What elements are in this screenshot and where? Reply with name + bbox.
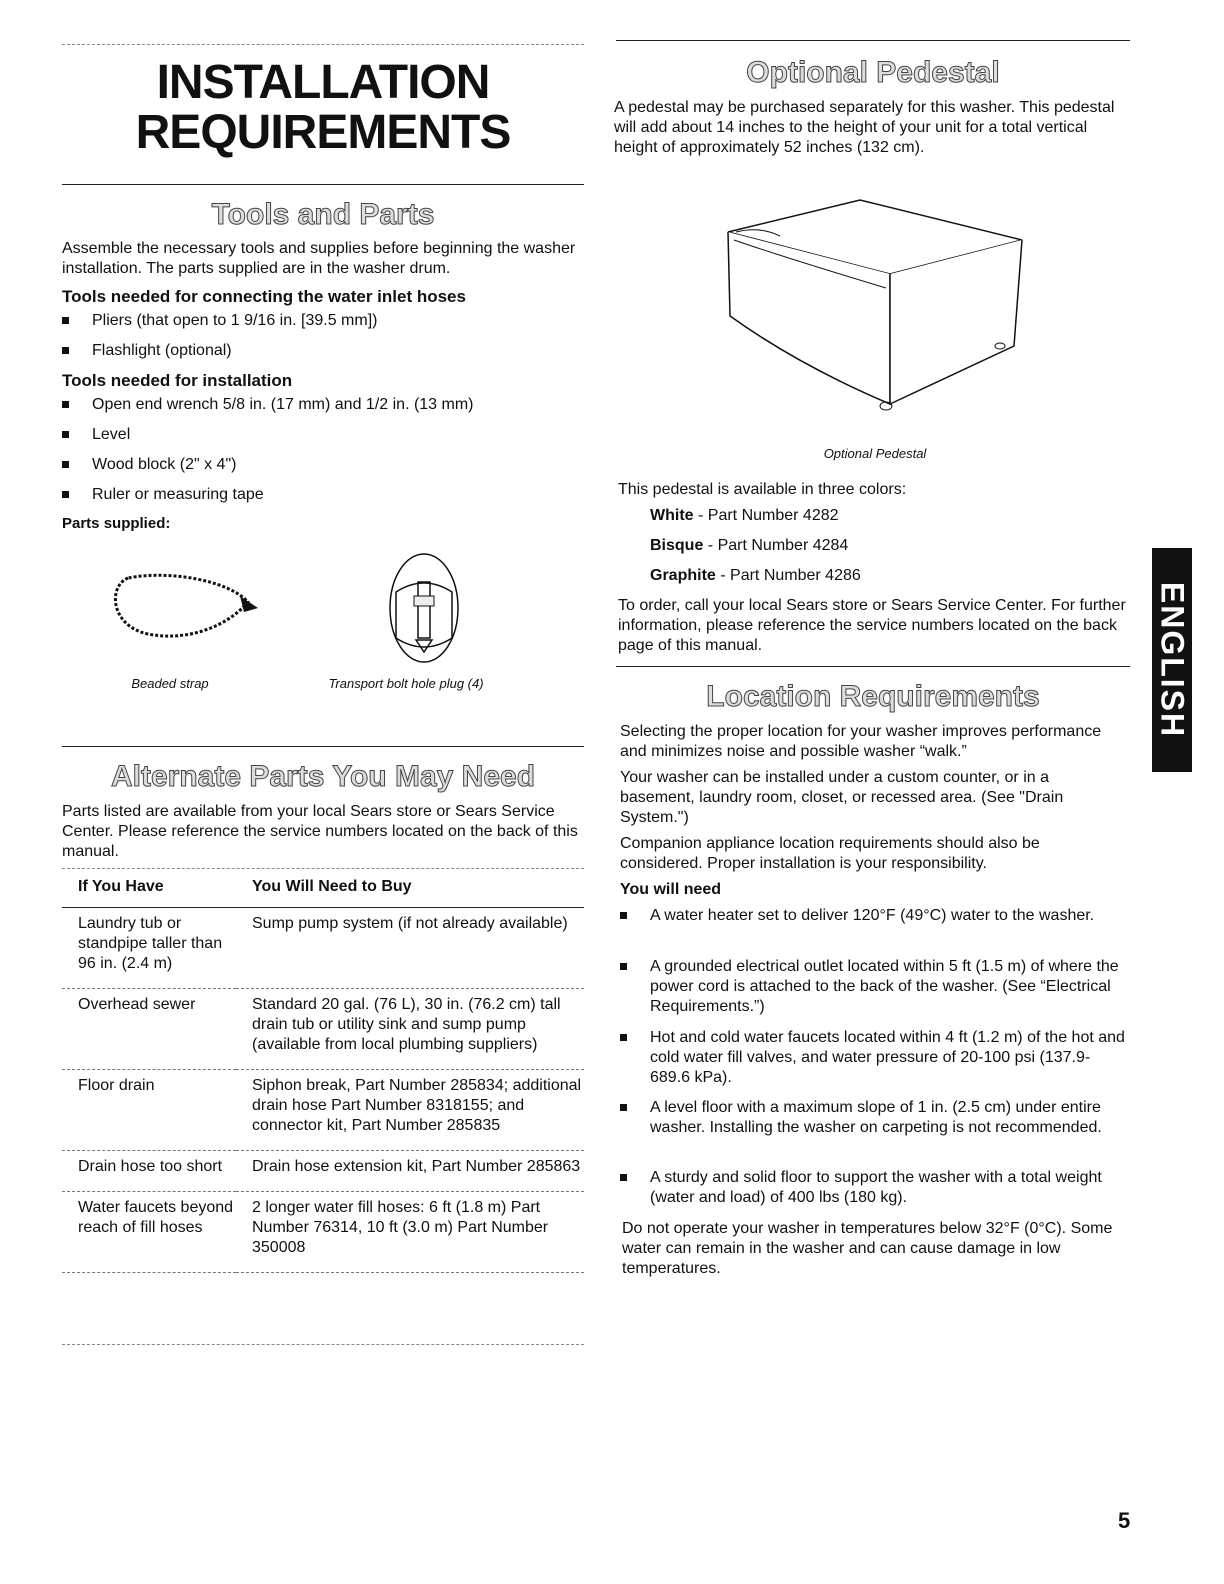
table-cell-buy: Drain hose extension kit, Part Number 285863: [236, 1151, 584, 1192]
alternate-intro: Parts listed are available from your local Sears store or Sears Service Center. Please reference the service numbers located on the back of this manual.: [62, 803, 578, 860]
table-row: [62, 1151, 584, 1192]
table-cell-have: Drain hose too short: [62, 1151, 236, 1192]
table-cell-buy: 2 longer water fill hoses: 6 ft (1.8 m) Part Number 76314, 10 ft (3.0 m) Part Number 350008: [236, 1192, 584, 1273]
install-item-1: Open end wrench 5/8 in. (17 mm) and 1/2 in. (13 mm): [62, 395, 582, 415]
table-cell-buy: Siphon break, Part Number 285834; additional drain hose Part Number 8318155; and connector kit, Part Number 285835: [236, 1070, 584, 1151]
title-divider: [62, 184, 584, 185]
colors-intro: This pedestal is available in three colors:: [618, 481, 907, 498]
table-row: [62, 908, 584, 989]
alternate-parts-table: [62, 873, 584, 1273]
need-item-4: A level floor with a maximum slope of 1 in. (2.5 cm) under entire washer. Installing the washer on carpeting is not recommended.: [620, 1098, 1130, 1138]
tools-heading: Tools and Parts: [211, 198, 435, 231]
table-row: [62, 1070, 584, 1151]
color-name: Bisque: [650, 537, 704, 554]
pedestal-illustration: [720, 196, 1030, 416]
location-p3: Companion appliance location requirements should also be considered. Proper installation is your responsibility.: [620, 835, 1040, 872]
table-cell-buy: Standard 20 gal. (76 L), 30 in. (76.2 cm) tall drain tub or utility sink and sump pump (available from local plumbing suppliers): [236, 989, 584, 1070]
top-rule-right: [616, 40, 1130, 41]
install-heading: Tools needed for installation: [62, 371, 293, 390]
need-item-1: A water heater set to deliver 120°F (49°C) water to the washer.: [620, 906, 1130, 926]
color-graphite: [650, 566, 861, 586]
pedestal-intro: A pedestal may be purchased separately for this washer. This pedestal will add about 14 inches to the height of your unit for a total vertical height of approximately 52 inches (132 cm).: [614, 99, 1115, 156]
language-tab-label: ENGLISH: [1154, 581, 1191, 739]
page-title-line2: REQUIREMENTS: [135, 106, 511, 159]
beaded-strap-illustration: [108, 566, 268, 646]
table-cell-have: Floor drain: [62, 1070, 236, 1151]
hoses-item-2: Flashlight (optional): [62, 341, 582, 361]
table-cell-have: Overhead sewer: [62, 989, 236, 1070]
temperature-warning: Do not operate your washer in temperatures below 32°F (0°C). Some water can remain in the washer and can cause damage in low temperatures.: [622, 1220, 1113, 1277]
hoses-heading: Tools needed for connecting the water inlet hoses: [62, 287, 466, 306]
color-name: White: [650, 507, 694, 524]
alternate-divider: [62, 746, 584, 747]
order-info: To order, call your local Sears store or Sears Service Center. For further information, please reference the service numbers located on the back page of this manual.: [618, 597, 1126, 654]
need-item-3: Hot and cold water faucets located within 4 ft (1.2 m) of the hot and cold water fill valves, and water pressure of 20-100 psi (137.9-689.6 kPa).: [620, 1028, 1130, 1088]
language-tab: [1152, 548, 1192, 772]
table-bottom-rule: [62, 1344, 584, 1345]
color-white: [650, 506, 839, 526]
page-title: [62, 58, 584, 158]
pedestal-heading: Optional Pedestal: [746, 56, 1000, 89]
color-name: Graphite: [650, 567, 716, 584]
page-number: 5: [1118, 1508, 1131, 1533]
table-top-rule: [62, 868, 584, 869]
table-cell-have: Laundry tub or standpipe taller than 96 in. (2.4 m): [62, 908, 236, 989]
need-item-5: A sturdy and solid floor to support the washer with a total weight (water and load) of 400 lbs (180 kg).: [620, 1168, 1130, 1208]
install-item-4: Ruler or measuring tape: [62, 485, 582, 505]
location-p1: Selecting the proper location for your washer improves performance and minimizes noise and possible washer “walk.”: [620, 723, 1102, 760]
color-bisque: [650, 536, 848, 556]
color-part: - Part Number 4286: [720, 567, 861, 584]
location-heading: Location Requirements: [706, 680, 1040, 713]
caption-beaded-strap: Beaded strap: [131, 676, 209, 691]
parts-heading: Parts supplied:: [62, 515, 171, 532]
table-row: [62, 989, 584, 1070]
hoses-item-1: Pliers (that open to 1 9/16 in. [39.5 mm]): [62, 311, 582, 331]
need-item-2: A grounded electrical outlet located within 5 ft (1.5 m) of where the power cord is attached to the back of the washer. (See “Electrical Requirements.”): [620, 957, 1130, 1017]
top-rule-left: [62, 44, 584, 45]
tools-intro: Assemble the necessary tools and supplies before beginning the washer installation. The parts supplied are in the washer drum.: [62, 240, 576, 277]
install-item-3: Wood block (2" x 4"): [62, 455, 582, 475]
plug-illustration: [384, 552, 464, 664]
caption-pedestal: Optional Pedestal: [823, 446, 927, 461]
table-cell-buy: Sump pump system (if not already available): [236, 908, 584, 989]
alternate-heading: Alternate Parts You May Need: [110, 760, 536, 793]
need-heading: You will need: [620, 881, 722, 898]
table-header-row: [62, 873, 584, 908]
caption-plug: Transport bolt hole plug (4): [328, 676, 484, 691]
table-cell-have: Water faucets beyond reach of fill hoses: [62, 1192, 236, 1273]
location-p2: Your washer can be installed under a custom counter, or in a basement, laundry room, closet, or recessed area. (See "Drain System."): [620, 769, 1064, 826]
table-row: [62, 1192, 584, 1273]
table-header-have: If You Have: [62, 873, 236, 908]
color-part: - Part Number 4282: [698, 507, 839, 524]
color-part: - Part Number 4284: [707, 537, 849, 554]
location-divider: [616, 666, 1130, 667]
install-item-2: Level: [62, 425, 582, 445]
page-title-line1: INSTALLATION: [156, 56, 490, 109]
table-header-buy: You Will Need to Buy: [236, 873, 584, 908]
